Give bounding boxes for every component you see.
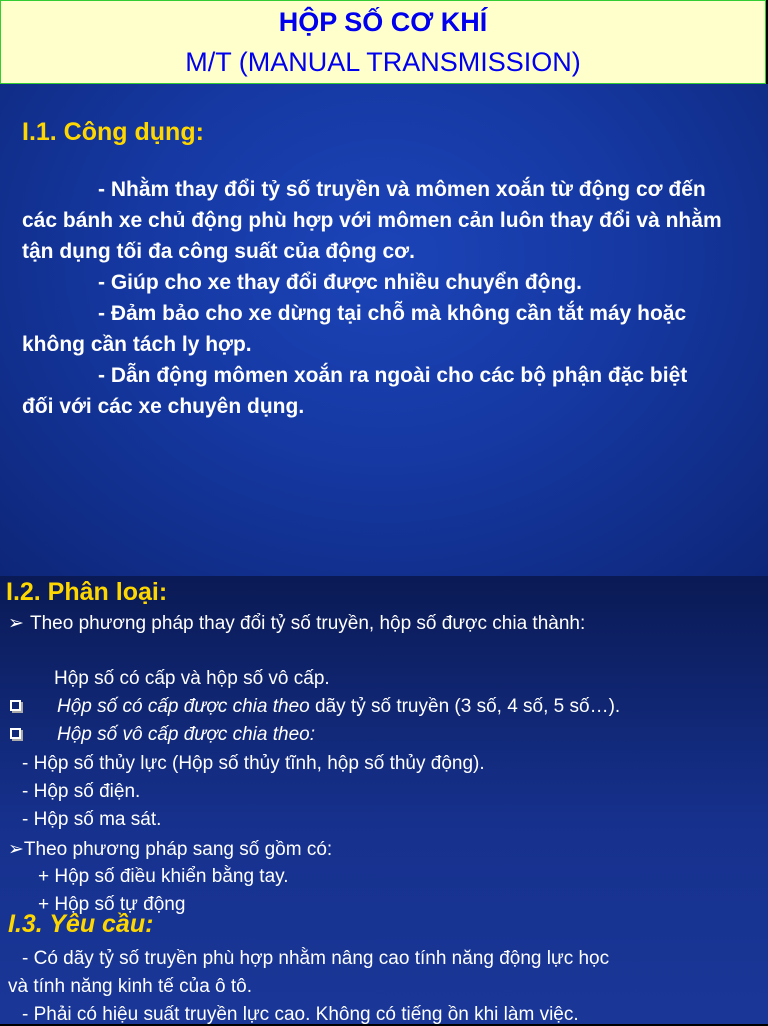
paragraph-text: - Nhằm thay đổi tỷ số truyền và mômen xoắn từ động cơ đến các bánh xe chủ động phù hợp với mômen cản luôn thay đổi và nhằm tận dụng tối đa công suất của động cơ. (22, 178, 722, 263)
list-item-text: Theo phương pháp thay đổi tỷ số truyền, hộp số được chia thành: (30, 613, 586, 634)
slide-header (0, 0, 766, 84)
section-body-cong-dung (22, 174, 722, 422)
list-item: - Hộp số điện. (22, 781, 141, 802)
page-subtitle: M/T (MANUAL TRANSMISSION) (185, 47, 581, 77)
list-item (8, 612, 585, 635)
section-heading-yeu-cau: I.3. Yêu cầu: (8, 910, 154, 938)
section-heading-cong-dung: I.1. Công dụng: (22, 118, 204, 146)
paragraph (22, 267, 722, 298)
list-item-italic: Hộp số vô cấp được chia theo: (57, 724, 316, 745)
paragraph (22, 174, 722, 267)
arrow-bullet-icon: ➢ (8, 839, 24, 860)
section-heading-phan-loai: I.2. Phân loại: (6, 578, 168, 606)
list-item: - Hộp số thủy lực (Hộp số thủy tĩnh, hộp số thủy động). (22, 753, 485, 774)
paragraph-text: - Đảm bảo cho xe dừng tại chỗ mà không cần tắt máy hoặc không cần tách ly hợp. (22, 302, 687, 356)
paragraph-text: - Dẫn động mômen xoắn ra ngoài cho các bộ phận đặc biệt đối với các xe chuyên dụng. (22, 364, 688, 418)
slide-cong-dung (0, 84, 768, 576)
list-item: + Hộp số điều khiển bằng tay. (38, 866, 289, 887)
list-item-italic: Hộp số có cấp được chia theo (57, 696, 310, 717)
list-item (8, 838, 332, 861)
checkbox-square-icon (10, 700, 21, 711)
list-item: - Có dãy tỷ số truyền phù hợp nhằm nâng cao tính năng động lực học (22, 948, 610, 969)
page-title: HỘP SỐ CƠ KHÍ (278, 7, 488, 37)
paragraph (22, 298, 722, 360)
list-item-text: Theo phương pháp sang số gồm có: (23, 839, 333, 860)
paragraph-text: - Giúp cho xe thay đổi được nhiều chuyển động. (98, 271, 582, 294)
list-item: - Hộp số ma sát. (22, 809, 162, 830)
list-item: + Hộp số tự động (38, 894, 186, 915)
paragraph (22, 360, 722, 422)
list-item-text: dãy tỷ số truyền (3 số, 4 số, 5 số…). (309, 696, 621, 717)
list-item (10, 696, 620, 718)
slide-phan-loai (0, 576, 768, 1024)
list-item: và tính năng kinh tế của ô tô. (8, 976, 253, 997)
arrow-bullet-icon: ➢ (8, 613, 24, 634)
list-item (10, 724, 315, 746)
list-item: - Phải có hiệu suất truyền lực cao. Không có tiếng ồn khi làm việc. (22, 1004, 579, 1025)
list-item: Hộp số có cấp và hộp số vô cấp. (54, 668, 330, 689)
checkbox-square-icon (10, 728, 21, 739)
